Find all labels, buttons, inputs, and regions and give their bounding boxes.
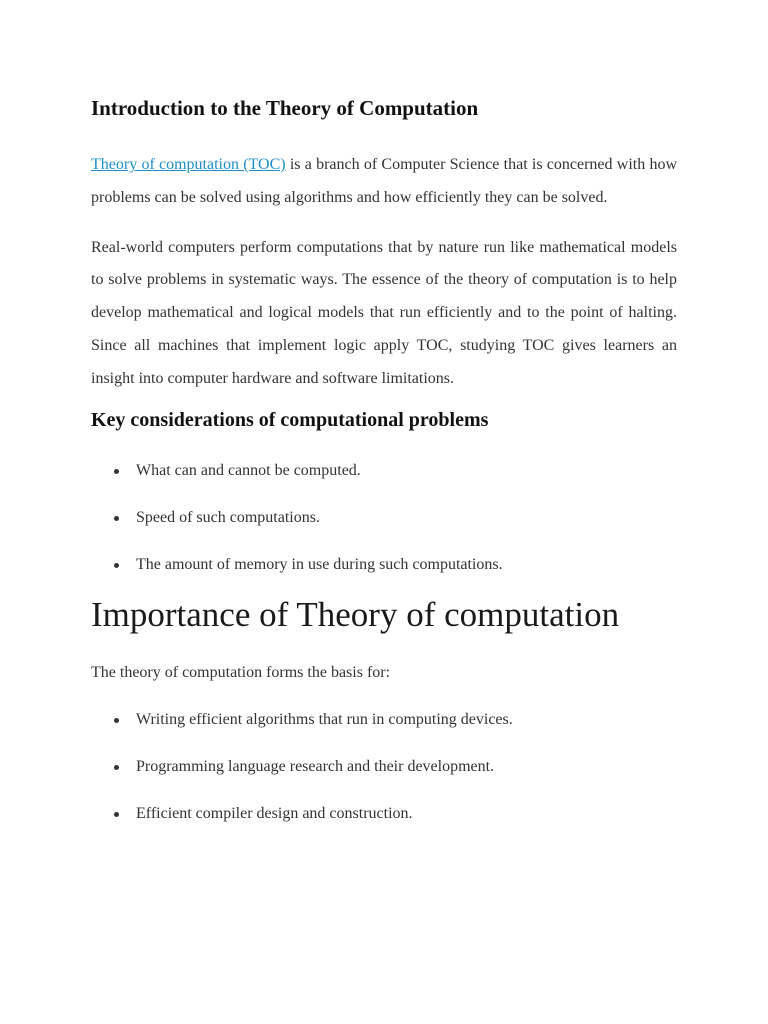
bullet-icon (114, 563, 119, 568)
intro-heading: Introduction to the Theory of Computation (91, 96, 479, 120)
list-item (91, 802, 677, 826)
list-item-text: Speed of such computations. (136, 508, 320, 526)
bullet-icon (114, 718, 119, 723)
list-item (91, 553, 677, 577)
basis-intro-text: The theory of computation forms the basis for: (91, 663, 391, 681)
toc-link[interactable]: Theory of computation (TOC) (91, 156, 286, 173)
list-item-text: The amount of memory in use during such computations. (136, 555, 503, 573)
key-considerations-heading: Key considerations of computational problems (91, 408, 489, 431)
list-item (91, 459, 677, 483)
list-item-text: Programming language research and their development. (136, 757, 495, 775)
basis-list (91, 708, 677, 826)
list-item (91, 506, 677, 530)
bullet-icon (114, 812, 119, 817)
list-item-text: What can and cannot be computed. (136, 461, 361, 479)
list-item-text: Efficient compiler design and construction. (136, 804, 413, 822)
bullet-icon (114, 765, 119, 770)
list-item-text: Writing efficient algorithms that run in computing devices. (136, 710, 513, 728)
importance-heading: Importance of Theory of computation (91, 594, 620, 634)
toc-definition-text: is a branch of Computer Science that is concerned with how problems can be solved using algorithms and how efficiently they can be solved. (91, 156, 677, 206)
toc-definition-paragraph (91, 149, 677, 215)
list-item (91, 755, 677, 779)
real-world-paragraph: Real-world computers perform computations that by nature run like mathematical models to solve problems in systematic ways. The essence of the theory of computation is to help develop mathematical and logical models that run efficiently and to the point of halting. Since all machines that implement logic apply TOC, studying TOC gives learners an insight into computer hardware and software limitations. (91, 238, 677, 387)
bullet-icon (114, 516, 119, 521)
article-body (91, 93, 677, 849)
bullet-icon (114, 469, 119, 474)
key-considerations-list (91, 459, 677, 577)
list-item (91, 708, 677, 732)
